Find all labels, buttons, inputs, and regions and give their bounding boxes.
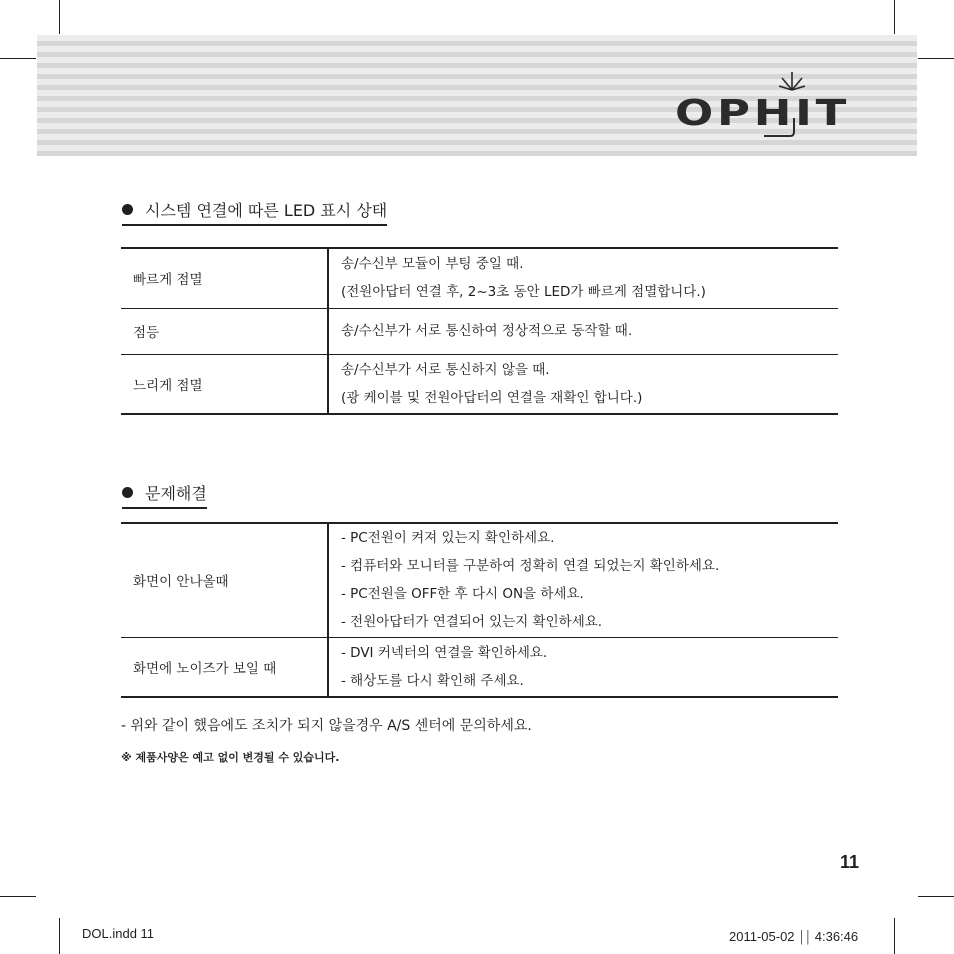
table-value <box>328 308 838 354</box>
bullet-icon <box>122 204 133 215</box>
table-value-line: - PC전원이 켜져 있는지 확인하세요. <box>341 530 555 547</box>
table-value-line: - 해상도를 다시 확인해 주세요. <box>341 672 524 689</box>
table-value-line: 송/수신부 모듈이 부팅 중일 때. <box>341 256 524 273</box>
table-key: 화면에 노이즈가 보일 때 <box>121 637 328 697</box>
logo-rays-icon <box>779 70 805 92</box>
crop-mark <box>0 58 36 59</box>
page-number: 11 <box>840 852 860 872</box>
section-title-text: 시스템 연결에 따른 LED 표시 상태 <box>145 201 388 220</box>
crop-mark <box>894 0 895 34</box>
section-title-troubleshooting <box>122 481 207 509</box>
table-value-line: - 컴퓨터와 모니터를 구분하여 정확히 연결 되었는지 확인하세요. <box>341 558 720 575</box>
table-value-line: 송/수신부가 서로 통신하지 않을 때. <box>341 361 550 378</box>
crop-mark <box>59 0 60 34</box>
crop-mark <box>918 896 954 897</box>
table-row <box>121 248 838 308</box>
logo-hook-icon <box>762 116 802 138</box>
crop-mark <box>59 918 60 954</box>
troubleshooting-table <box>121 522 838 698</box>
brand-logo: OPHIT <box>675 93 851 134</box>
support-note: - 위와 같이 했음에도 조치가 되지 않을경우 A/S 센터에 문의하세요. <box>121 718 532 734</box>
table-key: 화면이 안나올때 <box>121 523 328 637</box>
footer-filename: DOL.indd 11 <box>82 926 155 941</box>
table-value <box>328 248 838 308</box>
section-title-text: 문제해결 <box>145 484 207 503</box>
table-value-line: (전원아답터 연결 후, 2~3초 동안 LED가 빠르게 점멸합니다.) <box>341 284 706 301</box>
crop-mark <box>0 896 36 897</box>
table-value <box>328 523 838 637</box>
crop-mark <box>894 918 895 954</box>
table-row <box>121 637 838 697</box>
bullet-icon <box>122 487 133 498</box>
section-title-led <box>122 198 387 226</box>
led-status-table <box>121 247 838 415</box>
crop-mark <box>918 58 954 59</box>
spec-change-notice: ※ 제품사양은 예고 없이 변경될 수 있습니다. <box>121 751 340 764</box>
table-key: 점등 <box>121 308 328 354</box>
table-row <box>121 308 838 354</box>
table-value <box>328 354 838 414</box>
table-row <box>121 354 838 414</box>
table-row <box>121 523 838 637</box>
table-value <box>328 637 838 697</box>
table-value-line: 송/수신부가 서로 통신하여 정상적으로 동작할 때. <box>341 323 633 339</box>
table-value-line: (광 케이블 및 전원아답터의 연결을 재확인 합니다.) <box>341 389 643 406</box>
table-key: 느리게 점멸 <box>121 354 328 414</box>
table-value-line: - DVI 커넥터의 연결을 확인하세요. <box>341 644 548 661</box>
table-key: 빠르게 점멸 <box>121 248 328 308</box>
footer-timestamp: 2011-05-02 ￨￨ 4:36:46 <box>729 929 859 944</box>
table-value-line: - PC전원을 OFF한 후 다시 ON을 하세요. <box>341 586 584 603</box>
table-value-line: - 전원아답터가 연결되어 있는지 확인하세요. <box>341 614 603 631</box>
